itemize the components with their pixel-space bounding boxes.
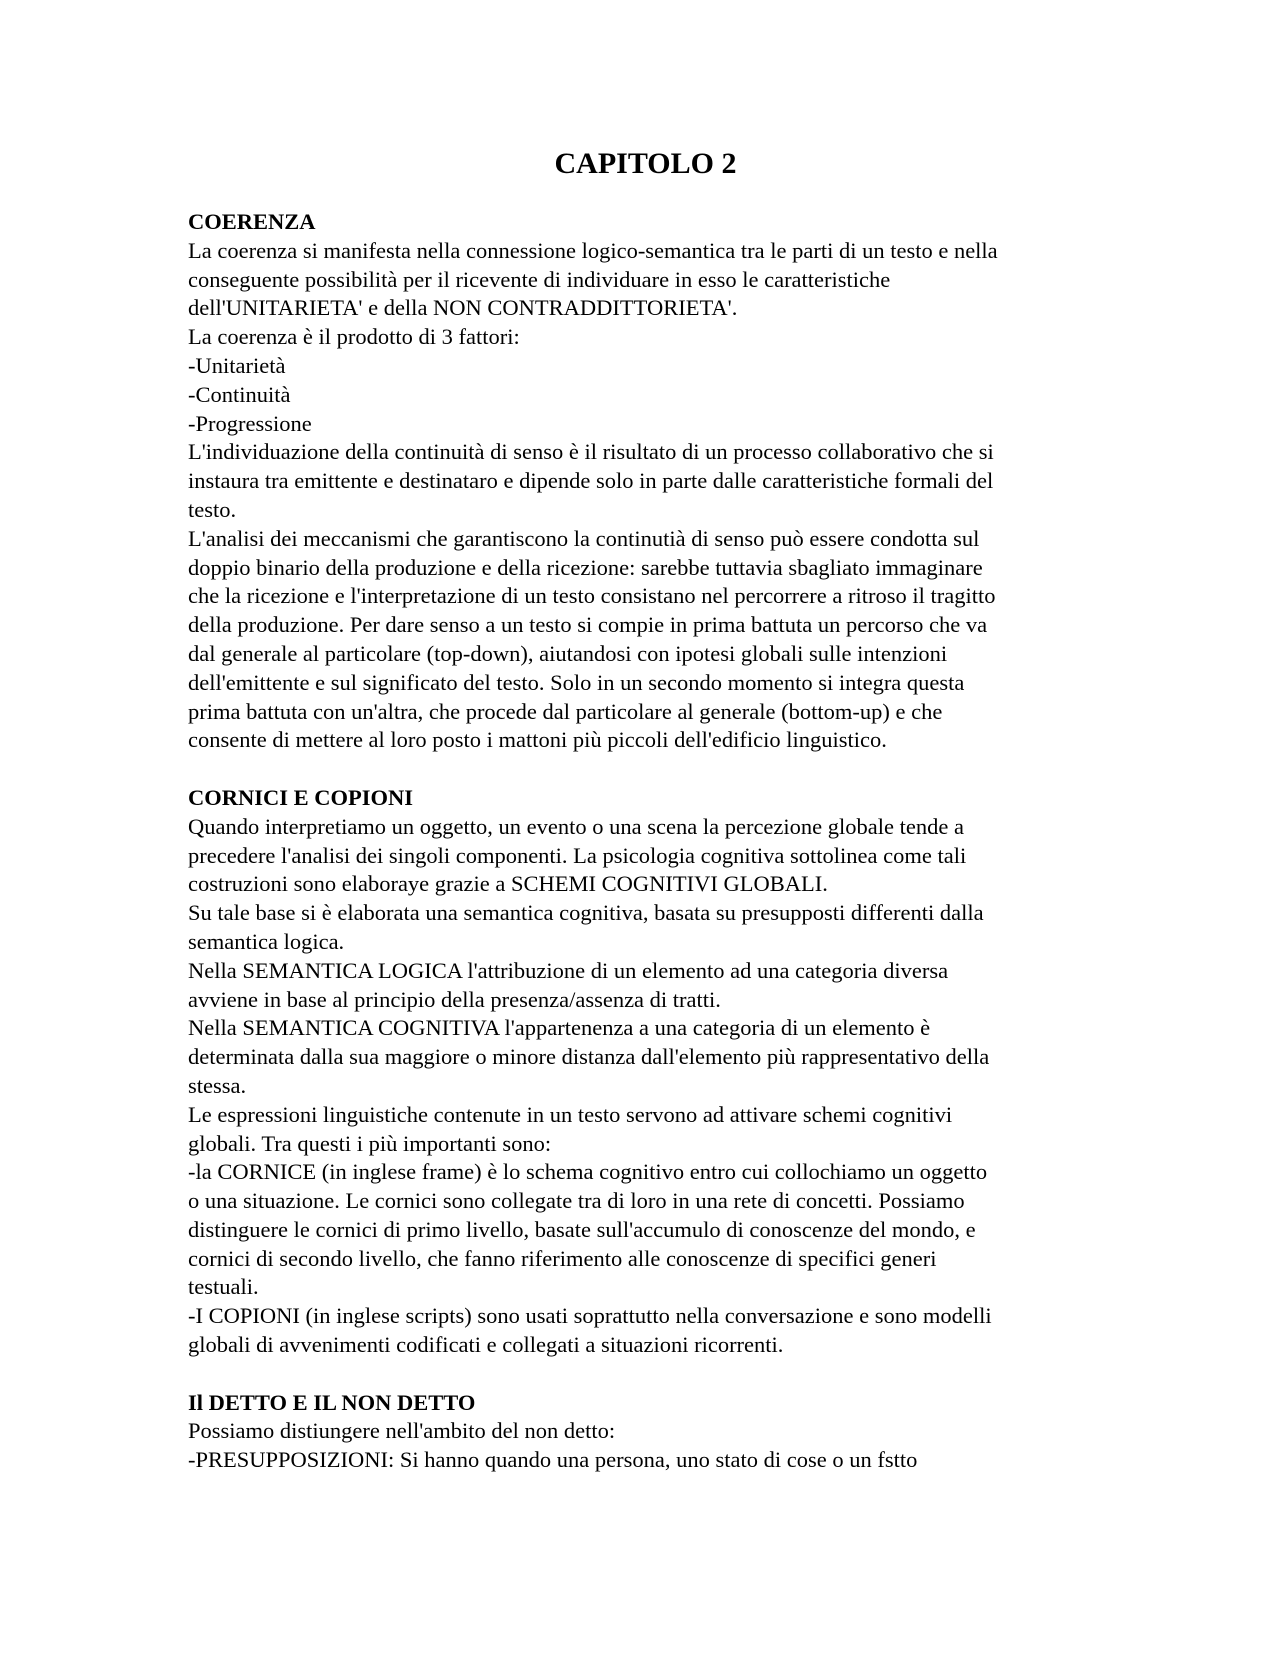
text-line: distinguere le cornici di primo livello, basate sull'accumulo di conoscenze del mondo, e (188, 1216, 976, 1242)
section-2 (188, 784, 1103, 1360)
text-line: Possiamo distiungere nell'ambito del non detto: (188, 1418, 616, 1444)
text-line: prima battuta con un'altra, che procede dal particolare al generale (bottom-up) e che (188, 698, 943, 724)
text-line: -PRESUPPOSIZIONI: Si hanno quando una persona, uno stato di cose o un fstto (188, 1447, 918, 1473)
section-heading: Il DETTO E IL NON DETTO (188, 1389, 476, 1415)
document-body (188, 146, 1103, 1504)
text-line: della produzione. Per dare senso a un testo si compie in prima battuta un percorso che va (188, 612, 988, 638)
text-line: -Progressione (188, 410, 312, 436)
text-line: dal generale al particolare (top-down), aiutandosi con ipotesi globali sulle intenzioni (188, 640, 948, 666)
sections-container (188, 208, 1103, 1475)
text-line: testo. (188, 496, 237, 522)
text-line: Nella SEMANTICA LOGICA l'attribuzione di un elemento ad una categoria diversa (188, 957, 949, 983)
text-line: doppio binario della produzione e della ricezione: sarebbe tuttavia sbagliato immaginare (188, 554, 983, 580)
text-line: La coerenza è il prodotto di 3 fattori: (188, 324, 520, 350)
section-heading: COERENZA (188, 209, 316, 234)
text-line: precedere l'analisi dei singoli componenti. La psicologia cognitiva sottolinea come tali (188, 842, 967, 868)
text-line: -Unitarietà (188, 352, 286, 378)
text-line: costruzioni sono elaboraye grazie a SCHEMI COGNITIVI GLOBALI. (188, 871, 828, 897)
text-line: L'analisi dei meccanismi che garantiscono la continutià di senso può essere condotta sul (188, 525, 980, 551)
text-line: testuali. (188, 1274, 259, 1300)
text-line: instaura tra emittente e destinataro e dipende solo in parte dalle caratteristiche formali del (188, 468, 994, 494)
text-line: o una situazione. Le cornici sono collegate tra di loro in una rete di concetti. Possiamo (188, 1188, 965, 1214)
text-line: -Continuità (188, 381, 291, 407)
text-line: globali. Tra questi i più importanti sono: (188, 1130, 552, 1156)
section-heading: CORNICI E COPIONI (188, 784, 414, 810)
text-line: -la CORNICE (in inglese frame) è lo schema cognitivo entro cui collochiamo un oggetto (188, 1159, 988, 1185)
text-line: Su tale base si è elaborata una semantica cognitiva, basata su presupposti differenti dalla (188, 900, 984, 926)
section-1 (188, 208, 1103, 755)
text-line: stessa. (188, 1072, 247, 1098)
text-line: Le espressioni linguistiche contenute in un testo servono ad attivare schemi cognitivi (188, 1101, 953, 1127)
text-line: conseguente possibilità per il ricevente di individuare in esso le caratteristiche (188, 266, 891, 292)
chapter-title: CAPITOLO 2 (554, 147, 737, 180)
text-line: determinata dalla sua maggiore o minore distanza dall'elemento più rappresentativo della (188, 1044, 990, 1070)
text-line: che la ricezione e l'interpretazione di un testo consistano nel percorrere a ritroso il tragitto (188, 583, 996, 609)
text-line: avviene in base al principio della presenza/assenza di tratti. (188, 986, 721, 1012)
text-line: -I COPIONI (in inglese scripts) sono usati soprattutto nella conversazione e sono modelli (188, 1303, 992, 1329)
text-line: L'individuazione della continuità di senso è il risultato di un processo collaborativo che si (188, 439, 994, 465)
section-3 (188, 1389, 1103, 1475)
text-line: globali di avvenimenti codificati e collegati a situazioni ricorrenti. (188, 1332, 784, 1358)
text-line: consente di mettere al loro posto i mattoni più piccoli dell'edificio linguistico. (188, 727, 887, 753)
text-line: Nella SEMANTICA COGNITIVA l'appartenenza a una categoria di un elemento è (188, 1015, 931, 1041)
text-line: semantica logica. (188, 928, 345, 954)
text-line: La coerenza si manifesta nella connessione logico-semantica tra le parti di un testo e nella (188, 237, 998, 263)
text-line: dell'emittente e sul significato del testo. Solo in un secondo momento si integra questa (188, 669, 965, 695)
text-line: dell'UNITARIETA' e della NON CONTRADDITTORIETA'. (188, 295, 738, 321)
text-line: Quando interpretiamo un oggetto, un evento o una scena la percezione globale tende a (188, 813, 964, 839)
text-line: cornici di secondo livello, che fanno riferimento alle conoscenze di specifici generi (188, 1245, 937, 1271)
